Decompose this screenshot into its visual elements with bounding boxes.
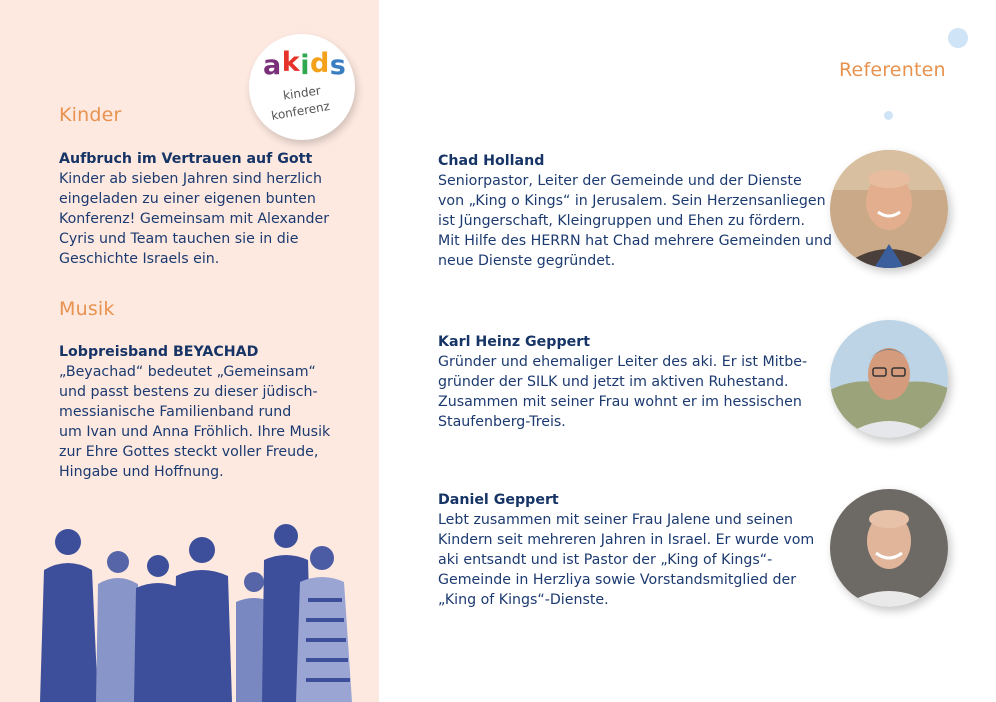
portrait-chad-holland	[830, 150, 948, 268]
speaker-bio-line: Mit Hilfe des HERRN hat Chad mehrere Gemeinden und	[438, 233, 832, 249]
speaker-name: Chad Holland	[438, 153, 545, 169]
musik-title: Lobpreisband BEYACHAD	[59, 344, 259, 360]
decorative-dot-small	[884, 111, 893, 120]
kinder-line: Geschichte Israels ein.	[59, 251, 220, 267]
musik-line: um Ivan und Anna Fröhlich. Ihre Musik	[59, 424, 331, 440]
logo-letter: a	[263, 50, 282, 81]
musik-line: „Beyachad“ bedeutet „Gemeinsam“	[59, 364, 316, 380]
logo-subline-kinder: kinder	[282, 83, 322, 103]
kinder-heading: Kinder	[59, 104, 122, 126]
portrait-karl-heinz-geppert	[830, 320, 948, 438]
musik-line: messianische Familienband rund	[59, 404, 292, 420]
speaker-bio-line: ist Jüngerschaft, Kleingruppen und Ehen zu fördern.	[438, 213, 806, 229]
logo-wordmark	[263, 47, 347, 81]
speaker-karl-heinz-geppert	[438, 332, 818, 432]
kinder-title: Aufbruch im Vertrauen auf Gott	[59, 151, 313, 167]
kinder-line: Kinder ab sieben Jahren sind herzlich	[59, 171, 322, 187]
portrait-daniel-geppert	[830, 489, 948, 607]
logo-letter: s	[329, 50, 347, 81]
musik-text	[59, 342, 359, 482]
musik-line: und passt bestens zu dieser jüdisch-	[59, 384, 318, 400]
speaker-bio-line: von „King o Kings“ in Jerusalem. Sein Herzensanliegen	[438, 193, 826, 209]
logo-subline-konferenz: konferenz	[270, 98, 331, 124]
speaker-bio-line: neue Dienste gegründet.	[438, 253, 616, 269]
speaker-name: Daniel Geppert	[438, 492, 559, 508]
speaker-bio-line: aki entsandt und ist Pastor der „King of Kings“-	[438, 552, 773, 568]
musik-line: Hingabe und Hoffnung.	[59, 464, 224, 480]
speaker-bio-line: Gründer und ehemaliger Leiter des aki. Er ist Mitbe-	[438, 354, 808, 370]
kinder-line: eingeladen zu einer eigenen bunten	[59, 191, 316, 207]
kinder-text	[59, 149, 359, 269]
speaker-bio-line: Gemeinde in Herzliya sowie Vorstandsmitglied der	[438, 572, 797, 588]
speaker-name: Karl Heinz Geppert	[438, 334, 591, 350]
musik-heading: Musik	[59, 298, 115, 320]
logo-letter: d	[309, 48, 330, 79]
speaker-bio-line: „King of Kings“-Dienste.	[438, 592, 609, 608]
speaker-chad-holland	[438, 151, 832, 271]
band-photo	[22, 520, 362, 702]
musik-line: zur Ehre Gottes steckt voller Freude,	[59, 444, 319, 460]
speaker-bio-line: gründer der SILK und jetzt im aktiven Ruhestand.	[438, 374, 789, 390]
decorative-dot-large	[948, 28, 968, 48]
logo-letter: k	[281, 47, 301, 78]
speaker-bio-line: Staufenberg-Treis.	[438, 414, 566, 430]
akids-logo	[249, 34, 355, 140]
speaker-daniel-geppert	[438, 490, 818, 610]
logo-letter: i	[300, 50, 310, 81]
kinder-line: Cyris und Team tauchen sie in die	[59, 231, 299, 247]
speaker-bio-line: Kindern seit mehreren Jahren in Israel. Er wurde vom	[438, 532, 815, 548]
speaker-bio-line: Seniorpastor, Leiter der Gemeinde und der Dienste	[438, 173, 802, 189]
speaker-bio-line: Lebt zusammen mit seiner Frau Jalene und seinen	[438, 512, 794, 528]
kinder-line: Konferenz! Gemeinsam mit Alexander	[59, 211, 330, 227]
speaker-bio-line: Zusammen mit seiner Frau wohnt er im hessischen	[438, 394, 802, 410]
referenten-heading: Referenten	[839, 59, 946, 81]
